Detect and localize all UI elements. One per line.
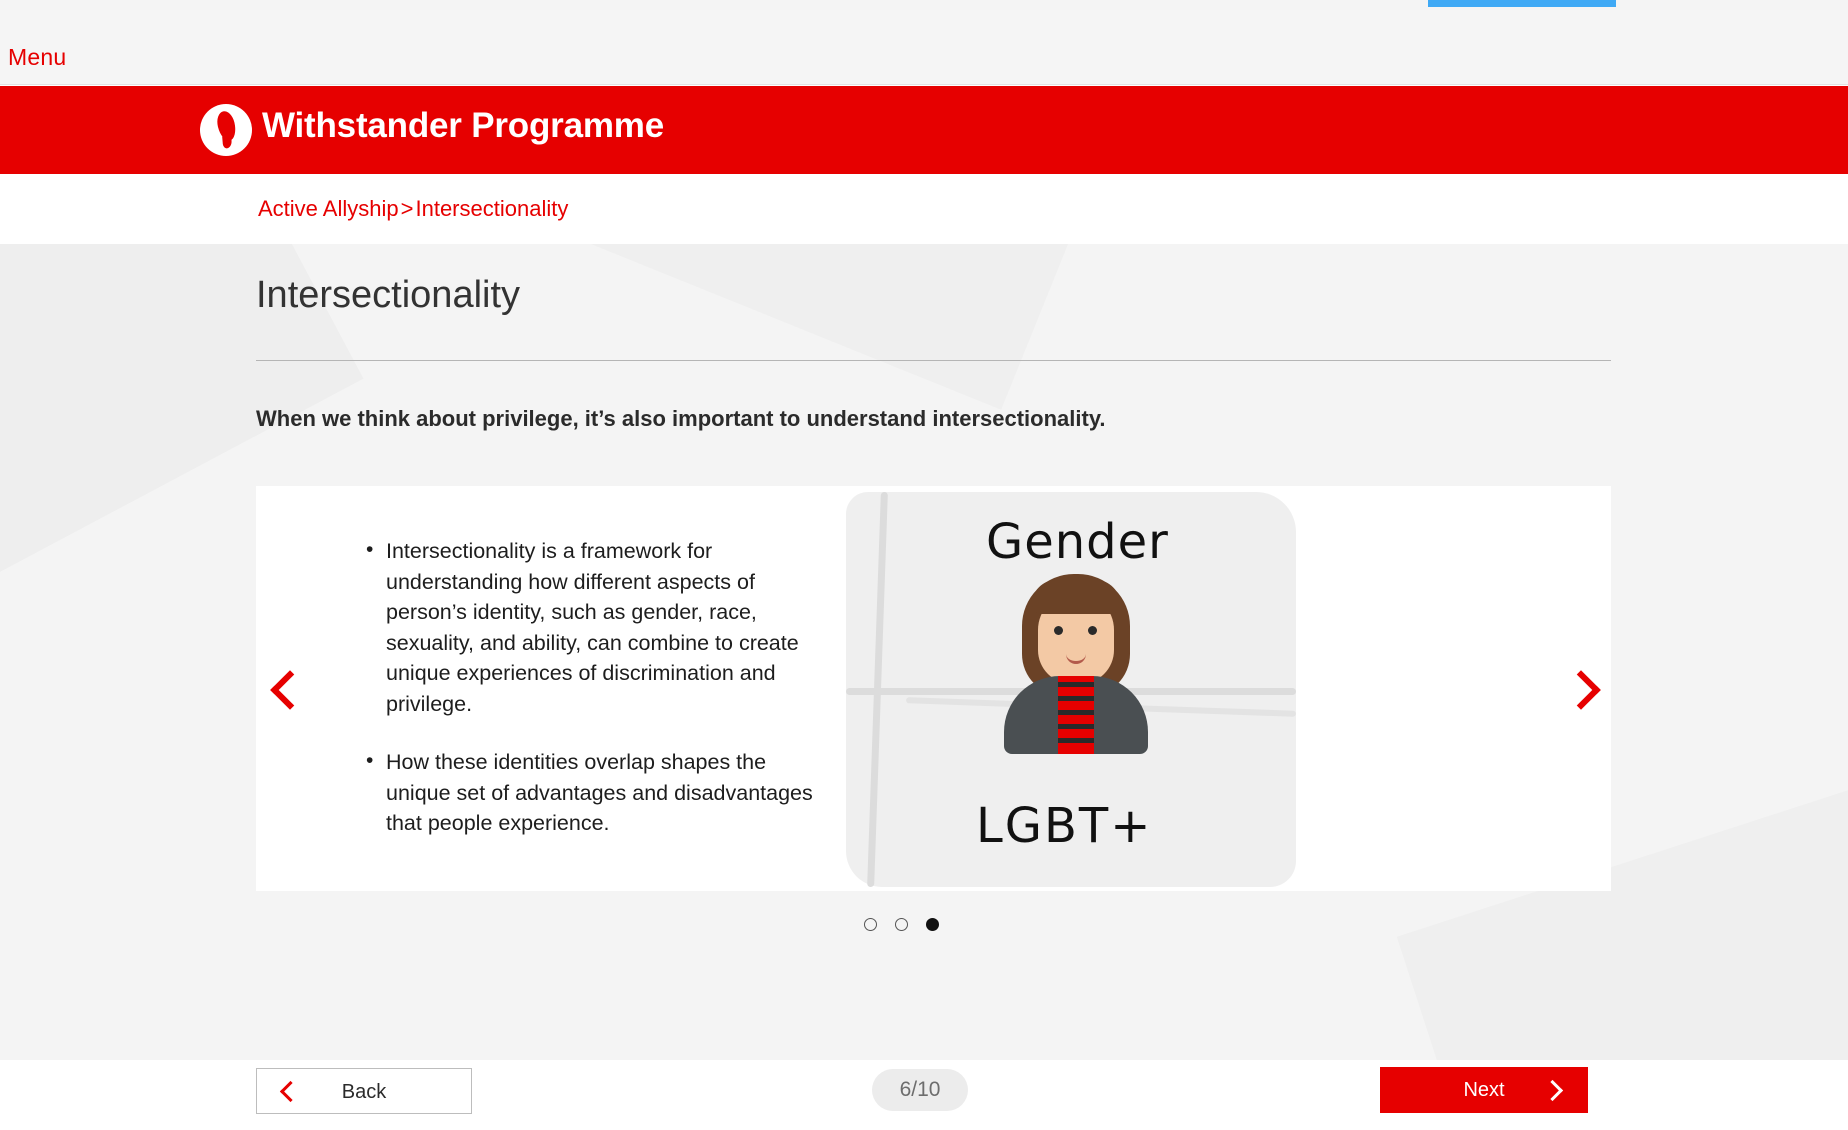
- chevron-left-icon: [270, 670, 310, 710]
- content-area: [0, 244, 1848, 1060]
- lead-paragraph: When we think about privilege, it’s also important to understand intersectionality.: [256, 406, 1106, 431]
- page-counter: 6/10: [872, 1069, 968, 1111]
- menu-button[interactable]: Menu: [8, 44, 67, 70]
- footer-bar: [0, 1060, 1848, 1130]
- page-title: Intersectionality: [256, 274, 521, 316]
- carousel-bullet-list: [364, 536, 834, 867]
- back-button[interactable]: [256, 1068, 472, 1114]
- carousel-dot[interactable]: [895, 918, 908, 931]
- page-panel: [224, 244, 1624, 1060]
- person-avatar-icon: [996, 572, 1156, 752]
- list-item: • Intersectionality is a framework for understanding how different aspects of person’s identity, such as gender, race, sexuality, and ability, can combine to create unique experiences of discrimination and privilege.: [386, 536, 834, 719]
- browser-tab-accent: [1428, 0, 1616, 7]
- next-button[interactable]: [1380, 1067, 1588, 1113]
- app-header: [0, 86, 1848, 174]
- breadcrumb-current-link[interactable]: Intersectionality: [415, 196, 569, 221]
- carousel-illustration: [846, 492, 1316, 892]
- illustration-word-top: Gender: [986, 514, 1169, 570]
- title-divider: [256, 360, 1611, 361]
- next-button-label: Next: [1463, 1079, 1505, 1101]
- illustration-word-bottom: LGBT+: [976, 798, 1153, 854]
- carousel-next-button[interactable]: [1563, 664, 1597, 714]
- back-button-label: Back: [341, 1081, 387, 1103]
- carousel-dot-active[interactable]: [926, 918, 939, 931]
- breadcrumb: [258, 196, 568, 222]
- carousel-card: [256, 486, 1611, 891]
- breadcrumb-parent-link[interactable]: Active Allyship: [258, 196, 399, 221]
- chevron-right-icon: [1561, 670, 1601, 710]
- menu-bar: [0, 10, 1848, 85]
- carousel-prev-button[interactable]: [270, 664, 304, 714]
- breadcrumb-bar: [0, 174, 1848, 244]
- list-item: • How these identities overlap shapes the unique set of advantages and disadvantages that people experience.: [386, 747, 834, 839]
- carousel-dots: [224, 912, 1579, 936]
- breadcrumb-separator: >: [400, 196, 414, 221]
- vodafone-speechmark-icon: [200, 104, 252, 156]
- page-header-title: Withstander Programme: [262, 106, 664, 145]
- carousel-dot[interactable]: [864, 918, 877, 931]
- browser-top-strip: [0, 0, 1848, 10]
